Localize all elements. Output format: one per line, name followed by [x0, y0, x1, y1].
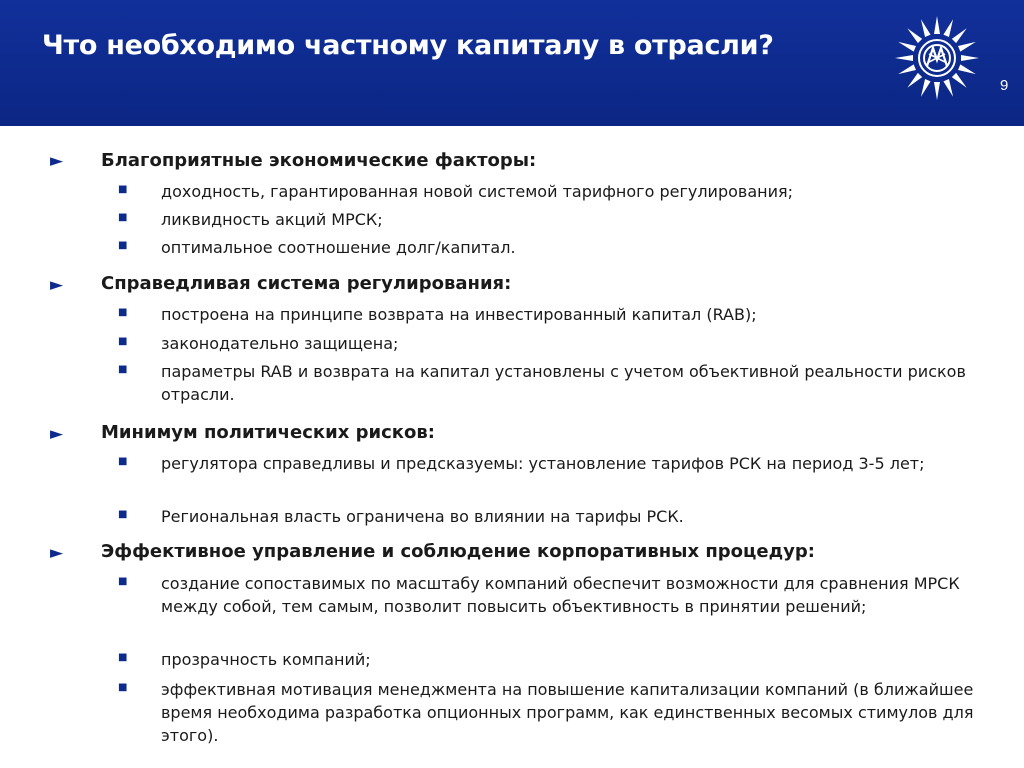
section-heading: Минимум политических рисков: — [101, 422, 435, 443]
square-bullet-icon: ■ — [118, 336, 128, 347]
square-bullet-icon: ■ — [118, 212, 128, 223]
square-bullet-icon: ■ — [118, 456, 128, 467]
section-heading: Благоприятные экономические факторы: — [101, 150, 537, 171]
arrow-right-icon: ► — [50, 543, 64, 563]
arrow-right-icon: ► — [50, 424, 64, 444]
page-title: Что необходимо частному капиталу в отрасли? — [42, 30, 774, 61]
list-item: регулятора справедливы и предсказуемы: установление тарифов РСК на период 3-5 лет; — [161, 454, 925, 473]
list-item: параметры RAB и возврата на капитал установлены с учетом объективной реальности рисков отрасли. — [161, 362, 966, 404]
list-item: доходность, гарантированная новой системой тарифного регулирования; — [161, 182, 794, 201]
square-bullet-icon: ■ — [118, 184, 128, 195]
square-bullet-icon: ■ — [118, 576, 128, 587]
arrow-right-icon: ► — [50, 275, 64, 295]
square-bullet-icon: ■ — [118, 652, 128, 663]
header-banner — [0, 0, 1024, 126]
section-heading: Справедливая система регулирования: — [101, 273, 512, 294]
list-item: оптимальное соотношение долг/капитал. — [161, 238, 516, 257]
square-bullet-icon: ■ — [118, 240, 128, 251]
arrow-right-icon: ► — [50, 151, 64, 171]
list-item: законодательно защищена; — [161, 334, 399, 353]
square-bullet-icon: ■ — [118, 364, 128, 375]
list-item: прозрачность компаний; — [161, 650, 371, 669]
company-logo-icon — [893, 14, 981, 110]
square-bullet-icon: ■ — [118, 307, 128, 318]
list-item: построена на принципе возврата на инвестированный капитал (RAB); — [161, 305, 757, 324]
page-number: 9 — [1000, 77, 1009, 94]
list-item: создание сопоставимых по масштабу компаний обеспечит возможности для сравнения МРСК между собой, тем самым, позволит повысить объективность в принятии решений; — [161, 574, 960, 616]
list-item: Региональная власть ограничена во влиянии на тарифы РСК. — [161, 507, 684, 526]
square-bullet-icon: ■ — [118, 509, 128, 520]
section-heading: Эффективное управление и соблюдение корпоративных процедур: — [101, 541, 815, 562]
square-bullet-icon: ■ — [118, 682, 128, 693]
list-item: ликвидность акций МРСК; — [161, 210, 383, 229]
list-item: эффективная мотивация менеджмента на повышение капитализации компаний (в ближайшее время необходима разработка опционных программ, как единственных весомых стимулов для этого). — [161, 680, 974, 745]
